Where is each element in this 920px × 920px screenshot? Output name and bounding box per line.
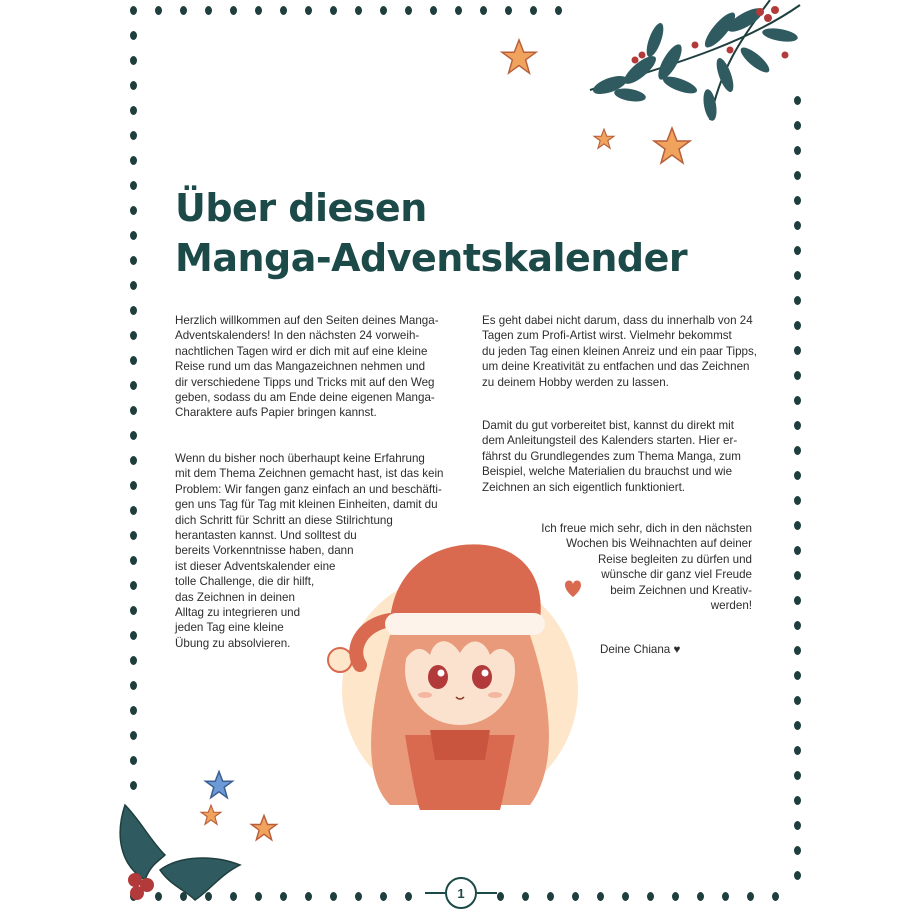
border-dot (794, 771, 801, 780)
manga-girl-illustration (320, 525, 600, 810)
border-dot (772, 892, 779, 901)
border-dot (130, 331, 137, 340)
page-number: 1 (445, 877, 477, 909)
border-dot (305, 6, 312, 15)
border-dot (794, 196, 801, 205)
border-dot (794, 471, 801, 480)
border-dot (130, 706, 137, 715)
border-dot (130, 431, 137, 440)
intro-paragraph (175, 313, 465, 421)
border-dot (794, 721, 801, 730)
border-dot (794, 271, 801, 280)
holly-leaves-bottom-left (105, 795, 245, 905)
paragraph-text: Damit du gut vorbereitet bist, kannst du direkt mit dem Anleitungsteil des Kalenders starten. Hier er- fährst du Grundlegendes zum Thema Manga, zum Beispiel, welche Materialien du brauchst und wie Zeichnen an sich eigentlich funktioniert. (482, 419, 741, 494)
paragraph-text: Es geht dabei nicht darum, dass du innerhalb von 24 Tagen zum Profi-Artist wirst. Vielmehr bekommst du jeden Tag einen kleinen Anreiz und ein paar Tipps, um deine Kreativität zu entfachen und das Zeichnen zu deinem Hobby werden zu lassen. (482, 314, 758, 389)
border-dot (130, 306, 137, 315)
border-dot (130, 56, 137, 65)
border-dot (130, 406, 137, 415)
star-icon (250, 814, 278, 842)
border-dot (794, 821, 801, 830)
paragraph-text: Wenn du bisher noch überhaupt keine Erfahrung mit dem Thema Zeichnen gemacht hast, ist das kein Problem: Wir fangen ganz einfach an und beschäfti- gen uns Tag für Tag mit kleinen Einheiten, damit du dich Schritt für Schritt an diese Stilrichtung herantasten kannst. Und solltest du bereits Vorkenntnisse haben, dann ist dieser Adventskalender eine tolle Challenge, die dir hilft, das Zeichnen in deinen Alltag zu integrieren und jeden Tag eine kleine Übung zu absolvieren. (175, 452, 444, 650)
border-dot (794, 696, 801, 705)
border-dot (794, 221, 801, 230)
page-number-line (477, 892, 497, 894)
star-icon (204, 770, 234, 800)
border-dot (130, 81, 137, 90)
border-dot (130, 206, 137, 215)
border-dot (130, 481, 137, 490)
border-dot (130, 756, 137, 765)
border-dot (355, 6, 362, 15)
border-dot (794, 446, 801, 455)
border-dot (130, 781, 137, 790)
star-icon (593, 128, 615, 150)
border-dot (555, 6, 562, 15)
border-dot (405, 6, 412, 15)
preparation-paragraph (482, 418, 772, 495)
border-dot (794, 246, 801, 255)
border-dot (794, 496, 801, 505)
border-dot (794, 371, 801, 380)
border-dot (130, 531, 137, 540)
holly-branch-top-right (570, 0, 810, 130)
border-dot (205, 6, 212, 15)
border-dot (697, 892, 704, 901)
border-dot (130, 356, 137, 365)
border-dot (794, 746, 801, 755)
border-dot (405, 892, 412, 901)
border-dot (722, 892, 729, 901)
border-dot (130, 106, 137, 115)
border-dot (355, 892, 362, 901)
border-dot (794, 546, 801, 555)
border-dot (180, 6, 187, 15)
border-dot (794, 521, 801, 530)
title-line-2: Manga-Adventskalender (175, 236, 688, 280)
border-dot (522, 892, 529, 901)
border-dot (130, 6, 137, 15)
page-number-line (425, 892, 445, 894)
title-line-1: Über diesen (175, 186, 427, 230)
border-dot (130, 506, 137, 515)
border-dot (794, 321, 801, 330)
border-dot (794, 621, 801, 630)
border-dot (497, 892, 504, 901)
border-dot (647, 892, 654, 901)
star-icon (200, 804, 222, 826)
border-dot (330, 892, 337, 901)
border-dot (130, 181, 137, 190)
border-dot (794, 596, 801, 605)
border-dot (330, 6, 337, 15)
star-icon (500, 38, 538, 76)
border-dot (130, 456, 137, 465)
border-dot (480, 6, 487, 15)
border-dot (794, 571, 801, 580)
border-dot (130, 606, 137, 615)
border-dot (130, 131, 137, 140)
paragraph-text: Herzlich willkommen auf den Seiten deines Manga- Adventskalenders! In den nächsten 24 vorweih- nachtlichen Tagen wird er dich mit auf eine kleine Reise rund um das Mangazeichnen nehmen und dir verschiedene Tipps und Tricks mit auf den Weg geben, sodass du am Ende deine eigenen Manga- Charaktere aufs Papier bringen kannst. (175, 314, 439, 420)
border-dot (794, 871, 801, 880)
border-dot (255, 892, 262, 901)
border-dot (130, 281, 137, 290)
page-title (175, 183, 687, 283)
border-dot (794, 171, 801, 180)
border-dot (597, 892, 604, 901)
border-dot (747, 892, 754, 901)
border-dot (794, 396, 801, 405)
border-dot (380, 892, 387, 901)
border-dot (305, 892, 312, 901)
border-dot (794, 671, 801, 680)
border-dot (130, 681, 137, 690)
border-dot (672, 892, 679, 901)
border-dot (380, 6, 387, 15)
border-dot (794, 146, 801, 155)
border-dot (280, 6, 287, 15)
border-dot (280, 892, 287, 901)
border-dot (130, 581, 137, 590)
star-icon (652, 126, 692, 166)
border-dot (794, 421, 801, 430)
border-dot (130, 231, 137, 240)
border-dot (622, 892, 629, 901)
border-dot (794, 846, 801, 855)
border-dot (130, 256, 137, 265)
border-dot (130, 731, 137, 740)
goal-paragraph (482, 313, 772, 390)
border-dot (455, 6, 462, 15)
border-dot (130, 31, 137, 40)
paragraph-text: Ich freue mich sehr, dich in den nächsten Wochen bis Weihnachten auf deiner Reise begleiten zu dürfen und wünsche dir ganz viel Freude beim Zeichnen und Kreativ- werden! (541, 522, 752, 613)
border-dot (505, 6, 512, 15)
border-dot (130, 556, 137, 565)
border-dot (794, 646, 801, 655)
border-dot (130, 631, 137, 640)
border-dot (794, 346, 801, 355)
border-dot (255, 6, 262, 15)
border-dot (130, 156, 137, 165)
border-dot (155, 6, 162, 15)
signature: Deine Chiana ♥ (600, 643, 681, 656)
border-dot (572, 892, 579, 901)
border-dot (130, 656, 137, 665)
border-dot (130, 381, 137, 390)
border-dot (430, 6, 437, 15)
border-dot (230, 6, 237, 15)
border-dot (794, 796, 801, 805)
border-dot (547, 892, 554, 901)
border-dot (794, 296, 801, 305)
border-dot (530, 6, 537, 15)
